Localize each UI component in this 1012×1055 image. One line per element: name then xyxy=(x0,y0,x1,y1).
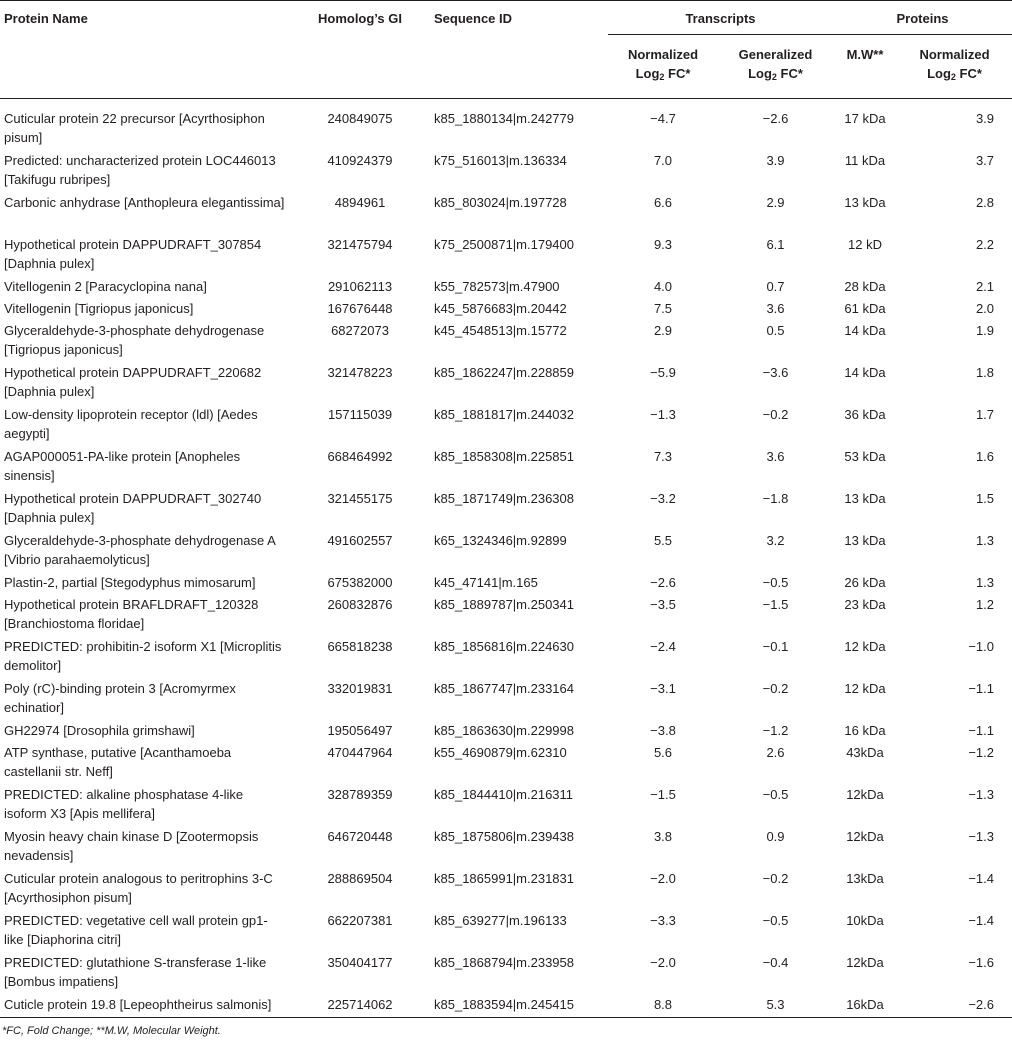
header-homolog-gi: Homolog’s GI xyxy=(290,1,430,99)
table-row xyxy=(0,299,1012,321)
transcripts-generalized-cell: −0.5 xyxy=(762,913,789,928)
transcripts-generalized-cell: 2.9 xyxy=(766,195,785,210)
transcripts-normalized-cell: 5.6 xyxy=(653,745,673,760)
protein-name-cell: Hypothetical protein DAPPUDRAFT_220682 [Daphnia pulex] xyxy=(4,365,262,399)
table-row xyxy=(0,911,1012,953)
transcripts-normalized-cell: 3.8 xyxy=(653,829,673,844)
transcripts-normalized-cell: −3.2 xyxy=(650,491,676,506)
protein-name-cell: PREDICTED: glutathione S-transferase 1-like [Bombus impatiens] xyxy=(4,955,267,989)
sequence-id-cell: k85_1868794|m.233958 xyxy=(434,955,574,970)
table-row xyxy=(0,531,1012,573)
table-row xyxy=(0,995,1012,1018)
transcripts-normalized-cell: 5.5 xyxy=(653,533,673,548)
transcripts-generalized-cell: 0.7 xyxy=(766,279,785,294)
log-subscript: 2 xyxy=(771,72,777,82)
table-row xyxy=(0,99,1012,152)
mw-cell: 13 kDa xyxy=(844,195,886,210)
protein-name-cell: Hypothetical protein DAPPUDRAFT_307854 [Daphnia pulex] xyxy=(4,237,262,271)
transcripts-generalized-cell: −0.2 xyxy=(762,681,789,696)
transcripts-generalized-cell: −1.5 xyxy=(762,597,789,612)
proteins-normalized-cell: 1.3 xyxy=(975,575,995,590)
transcripts-normalized-cell: 7.0 xyxy=(653,153,673,168)
protein-name-cell: Low-density lipoprotein receptor (ldl) [Aedes aegypti] xyxy=(4,407,258,441)
sequence-id-cell: k85_1889787|m.250341 xyxy=(434,597,574,612)
mw-cell: 36 kDa xyxy=(844,407,886,422)
mw-cell: 12 kD xyxy=(848,237,882,252)
header-protein-name: Protein Name xyxy=(0,1,290,99)
table-row xyxy=(0,447,1012,489)
table-row xyxy=(0,785,1012,827)
transcripts-normalized-cell: −4.7 xyxy=(650,111,676,126)
header-mw: M.W** xyxy=(833,35,897,99)
log-subscript: 2 xyxy=(659,72,665,82)
table-row xyxy=(0,721,1012,743)
proteins-normalized-cell: 3.9 xyxy=(975,111,995,126)
homolog-gi-cell: 157115039 xyxy=(327,407,393,422)
protein-name-cell: Carbonic anhydrase [Anthopleura elegantissima] xyxy=(4,195,285,210)
transcripts-normalized-cell: −2.4 xyxy=(650,639,676,654)
mw-cell: 12 kDa xyxy=(844,639,886,654)
transcripts-normalized-cell: 7.3 xyxy=(653,449,673,464)
homolog-gi-cell: 4894961 xyxy=(334,195,386,210)
table-row xyxy=(0,679,1012,721)
fc-label: FC* xyxy=(668,66,691,81)
homolog-gi-cell: 668464992 xyxy=(327,449,393,464)
transcripts-generalized-cell: 3.9 xyxy=(766,153,785,168)
homolog-gi-cell: 260832876 xyxy=(327,597,393,612)
transcripts-normalized-cell: −2.6 xyxy=(650,575,676,590)
mw-cell: 11 kDa xyxy=(844,153,886,168)
table-row xyxy=(0,277,1012,299)
transcripts-normalized-cell: −1.5 xyxy=(650,787,676,802)
transcripts-generalized-cell: 6.1 xyxy=(766,237,785,252)
mw-cell: 12kDa xyxy=(846,955,884,970)
mw-cell: 12kDa xyxy=(846,829,884,844)
proteins-normalized-cell: 3.7 xyxy=(975,153,995,168)
homolog-gi-cell: 646720448 xyxy=(327,829,393,844)
protein-name-cell: Vitellogenin 2 [Paracyclopina nana] xyxy=(4,279,207,294)
header-transcripts-generalized xyxy=(718,35,833,99)
transcripts-generalized-cell: 3.6 xyxy=(766,449,785,464)
mw-cell: 43kDa xyxy=(846,745,884,760)
table-row xyxy=(0,743,1012,785)
transcripts-generalized-cell: 3.6 xyxy=(766,301,785,316)
sequence-id-cell: k85_1871749|m.236308 xyxy=(434,491,574,506)
homolog-gi-cell: 321475794 xyxy=(327,237,393,252)
transcripts-normalized-cell: 6.6 xyxy=(653,195,673,210)
proteins-normalized-cell: −1.1 xyxy=(968,681,995,696)
protein-name-cell: PREDICTED: vegetative cell wall protein gp1-like [Diaphorina citri] xyxy=(4,913,268,947)
homolog-gi-cell: 665818238 xyxy=(327,639,393,654)
proteins-normalized-cell: 1.3 xyxy=(975,533,995,548)
table-row xyxy=(0,869,1012,911)
sequence-id-cell: k85_1856816|m.224630 xyxy=(434,639,574,654)
sequence-id-cell: k85_1862247|m.228859 xyxy=(434,365,574,380)
protein-name-cell: Cuticular protein analogous to peritrophins 3-C [Acyrthosiphon pisum] xyxy=(4,871,273,905)
protein-name-cell: Poly (rC)-binding protein 3 [Acromyrmex echinatior] xyxy=(4,681,236,715)
mw-cell: 12 kDa xyxy=(844,681,886,696)
proteins-normalized-cell: −1.0 xyxy=(968,639,995,654)
transcripts-normalized-cell: 4.0 xyxy=(653,279,673,294)
transcripts-normalized-cell: 9.3 xyxy=(653,237,673,252)
transcripts-generalized-cell: −1.8 xyxy=(762,491,789,506)
transcripts-generalized-cell: −0.2 xyxy=(762,407,789,422)
sequence-id-cell: k45_5876683|m.20442 xyxy=(434,301,567,316)
sequence-id-cell: k85_1880134|m.242779 xyxy=(434,111,574,126)
proteins-normalized-cell: −1.3 xyxy=(968,829,995,844)
protein-name-cell: AGAP000051-PA-like protein [Anopheles sinensis] xyxy=(4,449,241,483)
protein-name-cell: GH22974 [Drosophila grimshawi] xyxy=(4,723,195,738)
sequence-id-cell: k45_4548513|m.15772 xyxy=(434,323,567,338)
homolog-gi-cell: 68272073 xyxy=(331,323,389,338)
homolog-gi-cell: 288869504 xyxy=(327,871,393,886)
transcripts-normalized-cell: −3.8 xyxy=(650,723,676,738)
sequence-id-cell: k55_4690879|m.62310 xyxy=(434,745,567,760)
transcripts-normalized-cell: −3.3 xyxy=(650,913,676,928)
homolog-gi-cell: 470447964 xyxy=(327,745,393,760)
homolog-gi-cell: 350404177 xyxy=(327,955,393,970)
table-row xyxy=(0,193,1012,235)
header-sequence-id: Sequence ID xyxy=(430,1,608,99)
header-row-group xyxy=(0,1,1012,35)
protein-name-cell: Glyceraldehyde-3-phosphate dehydrogenase A [Vibrio parahaemolyticus] xyxy=(4,533,276,567)
proteins-normalized-cell: −1.6 xyxy=(968,955,995,970)
transcripts-normalized-cell: 8.8 xyxy=(608,995,718,1018)
sequence-id-cell: k85_1875806|m.239438 xyxy=(434,829,574,844)
table-row xyxy=(0,827,1012,869)
transcripts-generalized-cell: −0.5 xyxy=(762,575,789,590)
homolog-gi-cell: 328789359 xyxy=(327,787,393,802)
protein-name-cell: Predicted: uncharacterized protein LOC446013 [Takifugu rubripes] xyxy=(4,153,276,187)
table-row xyxy=(0,595,1012,637)
protein-name-cell: PREDICTED: prohibitin-2 isoform X1 [Microplitis demolitor] xyxy=(4,639,282,673)
mw-cell: 13kDa xyxy=(846,871,884,886)
transcripts-generalized-cell: −2.6 xyxy=(762,111,789,126)
homolog-gi-cell: 410924379 xyxy=(327,153,393,168)
mw-cell: 14 kDa xyxy=(844,365,886,380)
transcripts-generalized-cell: 3.2 xyxy=(766,533,785,548)
protein-name-cell: Hypothetical protein BRAFLDRAFT_120328 [Branchiostoma floridae] xyxy=(4,597,259,631)
mw-cell: 26 kDa xyxy=(844,575,886,590)
header-proteins: Proteins xyxy=(833,1,1012,35)
fc-label: FC* xyxy=(780,66,803,81)
table-row xyxy=(0,953,1012,995)
table-row xyxy=(0,321,1012,363)
mw-cell: 28 kDa xyxy=(844,279,886,294)
protein-name-cell: Glyceraldehyde-3-phosphate dehydrogenase [Tigriopus japonicus] xyxy=(4,323,265,357)
mw-cell: 10kDa xyxy=(846,913,884,928)
mw-cell: 14 kDa xyxy=(844,323,886,338)
proteins-normalized-cell: 1.8 xyxy=(975,365,995,380)
proteins-normalized-cell: −1.1 xyxy=(968,723,995,738)
sequence-id-cell: k85_1844410|m.216311 xyxy=(434,787,574,802)
proteins-normalized-cell: 2.1 xyxy=(975,279,995,294)
homolog-gi-cell: 225714062 xyxy=(290,995,430,1018)
sequence-id-cell: k65_1324346|m.92899 xyxy=(434,533,567,548)
protein-name-cell: Cuticular protein 22 precursor [Acyrthosiphon pisum] xyxy=(4,111,265,145)
sequence-id-cell: k75_2500871|m.179400 xyxy=(434,237,574,252)
sequence-id-cell: k85_1865991|m.231831 xyxy=(434,871,574,886)
homolog-gi-cell: 240849075 xyxy=(327,111,393,126)
transcripts-normalized-cell: 7.5 xyxy=(653,301,673,316)
homolog-gi-cell: 167676448 xyxy=(327,301,393,316)
proteins-normalized-cell: −1.4 xyxy=(968,871,995,886)
sequence-id-cell: k85_1863630|m.229998 xyxy=(434,723,574,738)
sequence-id-cell: k85_1867747|m.233164 xyxy=(434,681,574,696)
homolog-gi-cell: 491602557 xyxy=(327,533,393,548)
mw-cell: 16 kDa xyxy=(844,723,886,738)
proteins-normalized-cell: 1.5 xyxy=(975,491,995,506)
transcripts-normalized-cell: 2.9 xyxy=(653,323,673,338)
log-label: Log xyxy=(635,66,660,81)
mw-cell: 17 kDa xyxy=(844,111,886,126)
log-label: Log xyxy=(927,66,951,81)
footnote: *FC, Fold Change; **M.W, Molecular Weight. xyxy=(2,1025,221,1037)
sequence-id-cell: k85_1883594|m.245415 xyxy=(430,995,608,1018)
normalized-label: Normalized xyxy=(919,47,990,62)
homolog-gi-cell: 291062113 xyxy=(327,279,393,294)
mw-cell: 16kDa xyxy=(833,995,897,1018)
transcripts-generalized-cell: −3.6 xyxy=(762,365,789,380)
proteins-normalized-cell: 2.8 xyxy=(975,195,995,210)
proteins-normalized-cell: 1.2 xyxy=(975,597,995,612)
sequence-id-cell: k85_1858308|m.225851 xyxy=(434,449,574,464)
log-label: Log xyxy=(748,66,772,81)
protein-name-cell: Hypothetical protein DAPPUDRAFT_302740 [Daphnia pulex] xyxy=(4,491,262,525)
transcripts-generalized-cell: −0.2 xyxy=(762,871,789,886)
transcripts-normalized-cell: −2.0 xyxy=(650,955,676,970)
sequence-id-cell: k85_639277|m.196133 xyxy=(434,913,567,928)
homolog-gi-cell: 332019831 xyxy=(327,681,393,696)
table-row xyxy=(0,637,1012,679)
sequence-id-cell: k85_1881817|m.244032 xyxy=(434,407,574,422)
transcripts-generalized-cell: 2.6 xyxy=(766,745,785,760)
protein-name-cell: Myosin heavy chain kinase D [Zootermopsis nevadensis] xyxy=(4,829,259,863)
homolog-gi-cell: 321478223 xyxy=(327,365,393,380)
transcripts-generalized-cell: −0.1 xyxy=(762,639,789,654)
transcripts-generalized-cell: −0.5 xyxy=(762,787,789,802)
table-body xyxy=(0,99,1012,1018)
mw-cell: 53 kDa xyxy=(844,449,886,464)
mw-cell: 13 kDa xyxy=(844,491,886,506)
header-transcripts-normalized xyxy=(608,35,718,99)
transcripts-generalized-cell: 0.5 xyxy=(766,323,785,338)
transcripts-normalized-cell: −1.3 xyxy=(650,407,676,422)
sequence-id-cell: k45_47141|m.165 xyxy=(434,575,538,590)
proteins-normalized-cell: 1.9 xyxy=(975,323,995,338)
table-row xyxy=(0,489,1012,531)
proteins-normalized-cell: 1.7 xyxy=(975,407,995,422)
homolog-gi-cell: 321455175 xyxy=(327,491,393,506)
transcripts-generalized-cell: −0.4 xyxy=(762,955,789,970)
protein-name-cell: Plastin-2, partial [Stegodyphus mimosarum] xyxy=(4,575,256,590)
log-subscript: 2 xyxy=(950,72,956,82)
protein-name-cell: Vitellogenin [Tigriopus japonicus] xyxy=(4,301,194,316)
protein-name-cell: ATP synthase, putative [Acanthamoeba castellanii str. Neff] xyxy=(4,745,232,779)
fc-label: FC* xyxy=(959,66,982,81)
sequence-id-cell: k55_782573|m.47900 xyxy=(434,279,560,294)
proteins-normalized-cell: −1.2 xyxy=(968,745,995,760)
table-row xyxy=(0,363,1012,405)
proteins-normalized-cell: −1.4 xyxy=(968,913,995,928)
proteins-normalized-cell: 1.6 xyxy=(975,449,995,464)
transcripts-normalized-cell: −3.1 xyxy=(650,681,676,696)
table-row xyxy=(0,405,1012,447)
header-transcripts: Transcripts xyxy=(608,1,833,35)
mw-cell: 23 kDa xyxy=(844,597,886,612)
homolog-gi-cell: 662207381 xyxy=(327,913,393,928)
homolog-gi-cell: 675382000 xyxy=(327,575,393,590)
transcripts-generalized-cell: −1.2 xyxy=(762,723,789,738)
mw-cell: 61 kDa xyxy=(844,301,886,316)
transcripts-generalized-cell: 0.9 xyxy=(766,829,785,844)
protein-name-cell: Cuticle protein 19.8 [Lepeophtheirus salmonis] xyxy=(0,995,290,1018)
transcripts-normalized-cell: −3.5 xyxy=(650,597,676,612)
homolog-gi-cell: 195056497 xyxy=(327,723,393,738)
mw-cell: 12kDa xyxy=(846,787,884,802)
proteins-normalized-cell: −2.6 xyxy=(897,995,1012,1018)
sequence-id-cell: k85_803024|m.197728 xyxy=(434,195,567,210)
table-row xyxy=(0,151,1012,193)
sequence-id-cell: k75_516013|m.136334 xyxy=(434,153,567,168)
transcripts-normalized-cell: −2.0 xyxy=(650,871,676,886)
header-proteins-normalized xyxy=(897,35,1012,99)
generalized-label: Generalized xyxy=(738,47,813,62)
proteins-normalized-cell: −1.3 xyxy=(968,787,995,802)
transcripts-generalized-cell: 5.3 xyxy=(718,995,833,1018)
proteins-normalized-cell: 2.2 xyxy=(975,237,995,252)
table-row xyxy=(0,235,1012,277)
protein-name-cell: PREDICTED: alkaline phosphatase 4-like isoform X3 [Apis mellifera] xyxy=(4,787,244,821)
proteins-normalized-cell: 2.0 xyxy=(975,301,995,316)
normalized-label: Normalized xyxy=(627,47,699,62)
table-row xyxy=(0,573,1012,595)
transcripts-normalized-cell: −5.9 xyxy=(650,365,676,380)
mw-cell: 13 kDa xyxy=(844,533,886,548)
